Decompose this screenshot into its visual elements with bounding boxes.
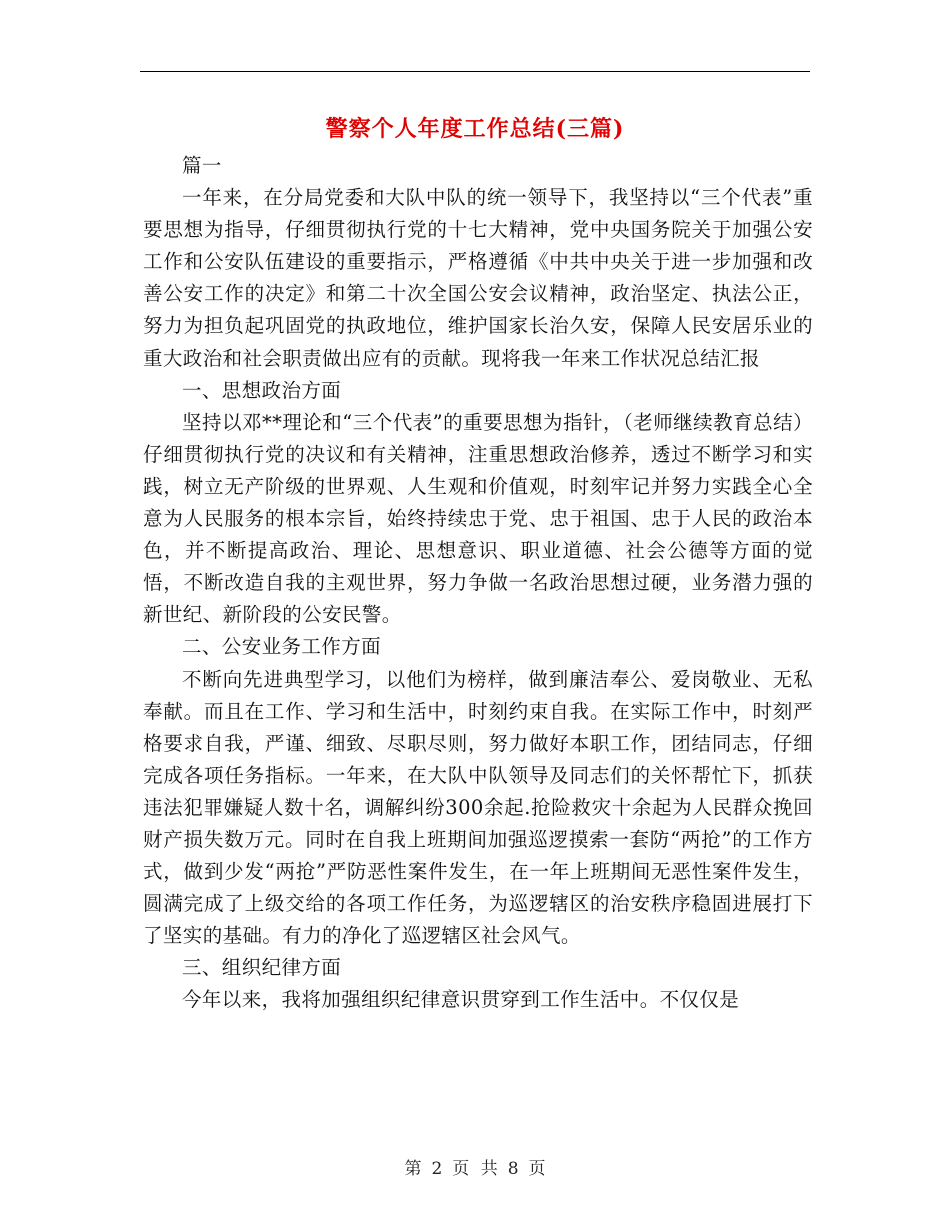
document-title: 警察个人年度工作总结(三篇) [325, 116, 625, 142]
intro-paragraph: 一年来，在分局党委和大队中队的统一领导下，我坚持以“三个代表”重要思想为指导，仔细贯彻执行党的十七大精神，党中央国务院关于加强公安工作和公安队伍建设的重要指示，严格遵循《中共中央关于进一步加强和改善公安工作的决定》和第二十次全国公安会议精神，政治坚定、执法公正，努力为担负起巩固党的执政地位，维护国家长治久安，保障人民安居乐业的重大政治和社会职责做出应有的贡献。现将我一年来工作状况总结汇报 [143, 186, 813, 370]
section-heading-ideology: 一、思想政治方面 [182, 378, 342, 402]
discipline-paragraph: 今年以来，我将加强组织纪律意识贯穿到工作生活中。不仅仅是 [182, 988, 740, 1012]
footer-suffix: 页 [528, 1159, 546, 1179]
page-footer [0, 1154, 950, 1179]
section-heading-police-work: 二、公安业务工作方面 [182, 635, 382, 659]
header-rule [140, 71, 810, 72]
section-heading-discipline: 三、组织纪律方面 [182, 956, 342, 980]
footer-middle: 页 共 [452, 1159, 498, 1179]
total-page-count: 8 [507, 1159, 519, 1179]
current-page-number: 2 [431, 1159, 443, 1179]
footer-prefix: 第 [404, 1159, 422, 1179]
police-work-paragraph: 不断向先进典型学习，以他们为榜样，做到廉洁奉公、爱岗敬业、无私奉献。而且在工作、学习和生活中，时刻约束自我。在实际工作中，时刻严格要求自我，严谨、细致、尽职尽则，努力做好本职工作，团结同志，仔细完成各项任务指标。一年来，在大队中队领导及同志们的关怀帮忙下，抓获违法犯罪嫌疑人数十名，调解纠纷300余起.抢险救灾十余起为人民群众挽回财产损失数万元。同时在自我上班期间加强巡逻摸索一套防“两抢”的工作方式，做到少发“两抢”严防恶性案件发生，在一年上班期间无恶性案件发生，圆满完成了上级交给的各项工作任务，为巡逻辖区的治安秩序稳固进展打下了坚实的基础。有力的净化了巡逻辖区社会风气。 [143, 667, 813, 948]
section-heading-part-one: 篇一 [182, 154, 222, 177]
document-body [143, 150, 813, 1017]
ideology-paragraph: 坚持以邓**理论和“三个代表”的重要思想为指针，（老师继续教育总结）仔细贯彻执行党的决议和有关精神，注重思想政治修养，透过不断学习和实践，树立无产阶级的世界观、人生观和价值观，时刻牢记并努力实践全心全意为人民服务的根本宗旨，始终持续忠于党、忠于祖国、忠于人民的政治本色，并不断提高政治、理论、思想意识、职业道德、社会公德等方面的觉悟，不断改造自我的主观世界，努力争做一名政治思想过硬，业务潜力强的新世纪、新阶段的公安民警。 [143, 410, 813, 627]
